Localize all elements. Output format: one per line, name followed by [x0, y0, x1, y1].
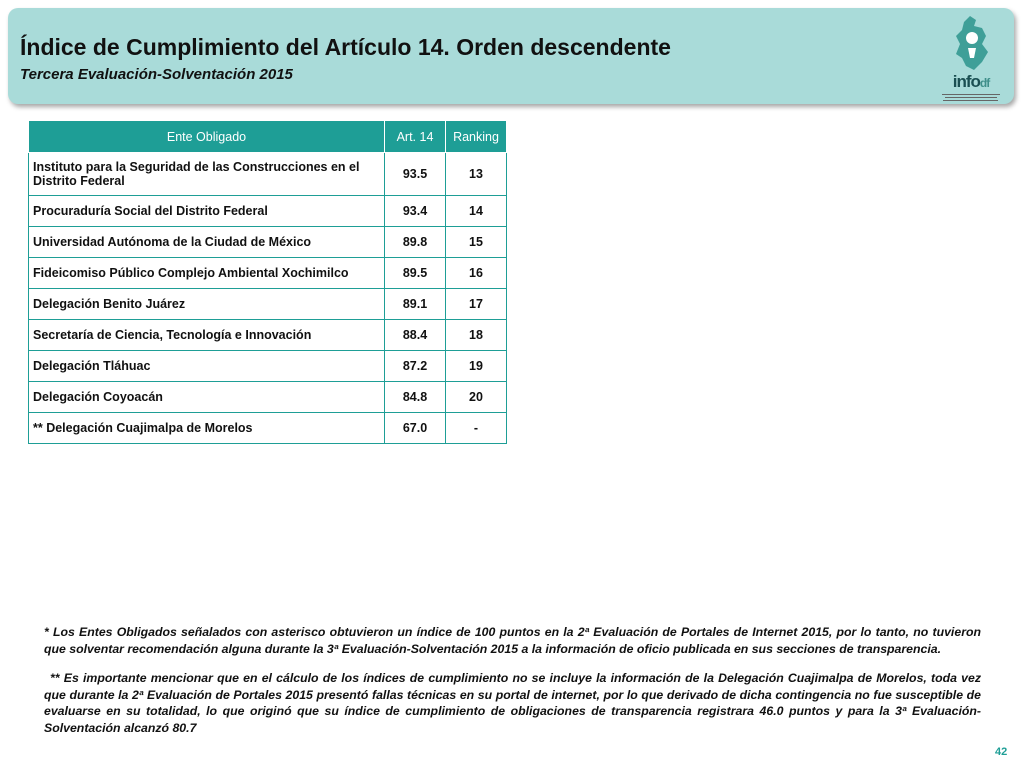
cell-ente: Universidad Autónoma de la Ciudad de México [29, 227, 385, 258]
cell-ranking: - [446, 413, 507, 444]
table-header-row [29, 121, 507, 153]
cell-ente: ** Delegación Cuajimalpa de Morelos [29, 413, 385, 444]
logo-wordmark: infodf [952, 72, 990, 91]
table-row [29, 258, 507, 289]
cell-ente: Procuraduría Social del Distrito Federal [29, 196, 385, 227]
table-row [29, 227, 507, 258]
cell-art14: 88.4 [385, 320, 446, 351]
cell-ranking: 17 [446, 289, 507, 320]
column-header-ente: Ente Obligado [29, 121, 385, 153]
cell-ranking: 15 [446, 227, 507, 258]
cell-art14: 67.0 [385, 413, 446, 444]
cell-ente: Delegación Benito Juárez [29, 289, 385, 320]
cell-art14: 93.5 [385, 153, 446, 196]
cell-ranking: 13 [446, 153, 507, 196]
infodf-logo [936, 14, 1006, 102]
logo-fine-print [942, 94, 1000, 103]
column-header-art14: Art. 14 [385, 121, 446, 153]
cell-art14: 84.8 [385, 382, 446, 413]
ranking-table [28, 120, 507, 444]
column-header-ranking: Ranking [446, 121, 507, 153]
cell-art14: 89.8 [385, 227, 446, 258]
cell-ente: Instituto para la Seguridad de las Construcciones en el Distrito Federal [29, 153, 385, 196]
table-row [29, 153, 507, 196]
page-subtitle: Tercera Evaluación-Solventación 2015 [20, 66, 293, 83]
footnote-double-asterisk: ** Es importante mencionar que en el cálculo de los índices de cumplimiento no se incluye la información de la Delegación Cuajimalpa de Morelos, toda vez que durante la 2ª Evaluación de Portales 2015 presentó fallas técnicas en su portal de internet, por lo que derivado de dicha contingencia no fue susceptible de evaluarse en su totalidad, lo que originó que su índice de cumplimiento de obligaciones de transparencia registrara 46.0 puntos y para la 3ª Evaluación-Solventación alcanzó 80.7 [44, 671, 981, 735]
cell-ranking: 20 [446, 382, 507, 413]
table-row [29, 289, 507, 320]
cell-ente: Fideicomiso Público Complejo Ambiental Xochimilco [29, 258, 385, 289]
cell-ranking: 18 [446, 320, 507, 351]
page-title: Índice de Cumplimiento del Artículo 14. Orden descendente [20, 34, 671, 60]
footnotes [44, 624, 981, 749]
page-number: 42 [995, 746, 1008, 758]
cell-art14: 93.4 [385, 196, 446, 227]
table-row [29, 382, 507, 413]
map-icon [952, 14, 992, 74]
cell-art14: 89.1 [385, 289, 446, 320]
table-row [29, 351, 507, 382]
cell-ente: Delegación Coyoacán [29, 382, 385, 413]
cell-ranking: 16 [446, 258, 507, 289]
table-row [29, 320, 507, 351]
cell-ranking: 19 [446, 351, 507, 382]
footnote-single-asterisk: * Los Entes Obligados señalados con asterisco obtuvieron un índice de 100 puntos en la 2ª Evaluación de Portales de Internet 2015, por lo tanto, no tuvieron que solventar recomendación alguna durante la 3ª Evaluación-Solventación 2015 a la información de oficio publicada en sus secciones de transparencia. [44, 625, 981, 656]
cell-art14: 87.2 [385, 351, 446, 382]
table-row [29, 196, 507, 227]
table-row [29, 413, 507, 444]
cell-ente: Secretaría de Ciencia, Tecnología e Innovación [29, 320, 385, 351]
cell-art14: 89.5 [385, 258, 446, 289]
cell-ente: Delegación Tláhuac [29, 351, 385, 382]
cell-ranking: 14 [446, 196, 507, 227]
